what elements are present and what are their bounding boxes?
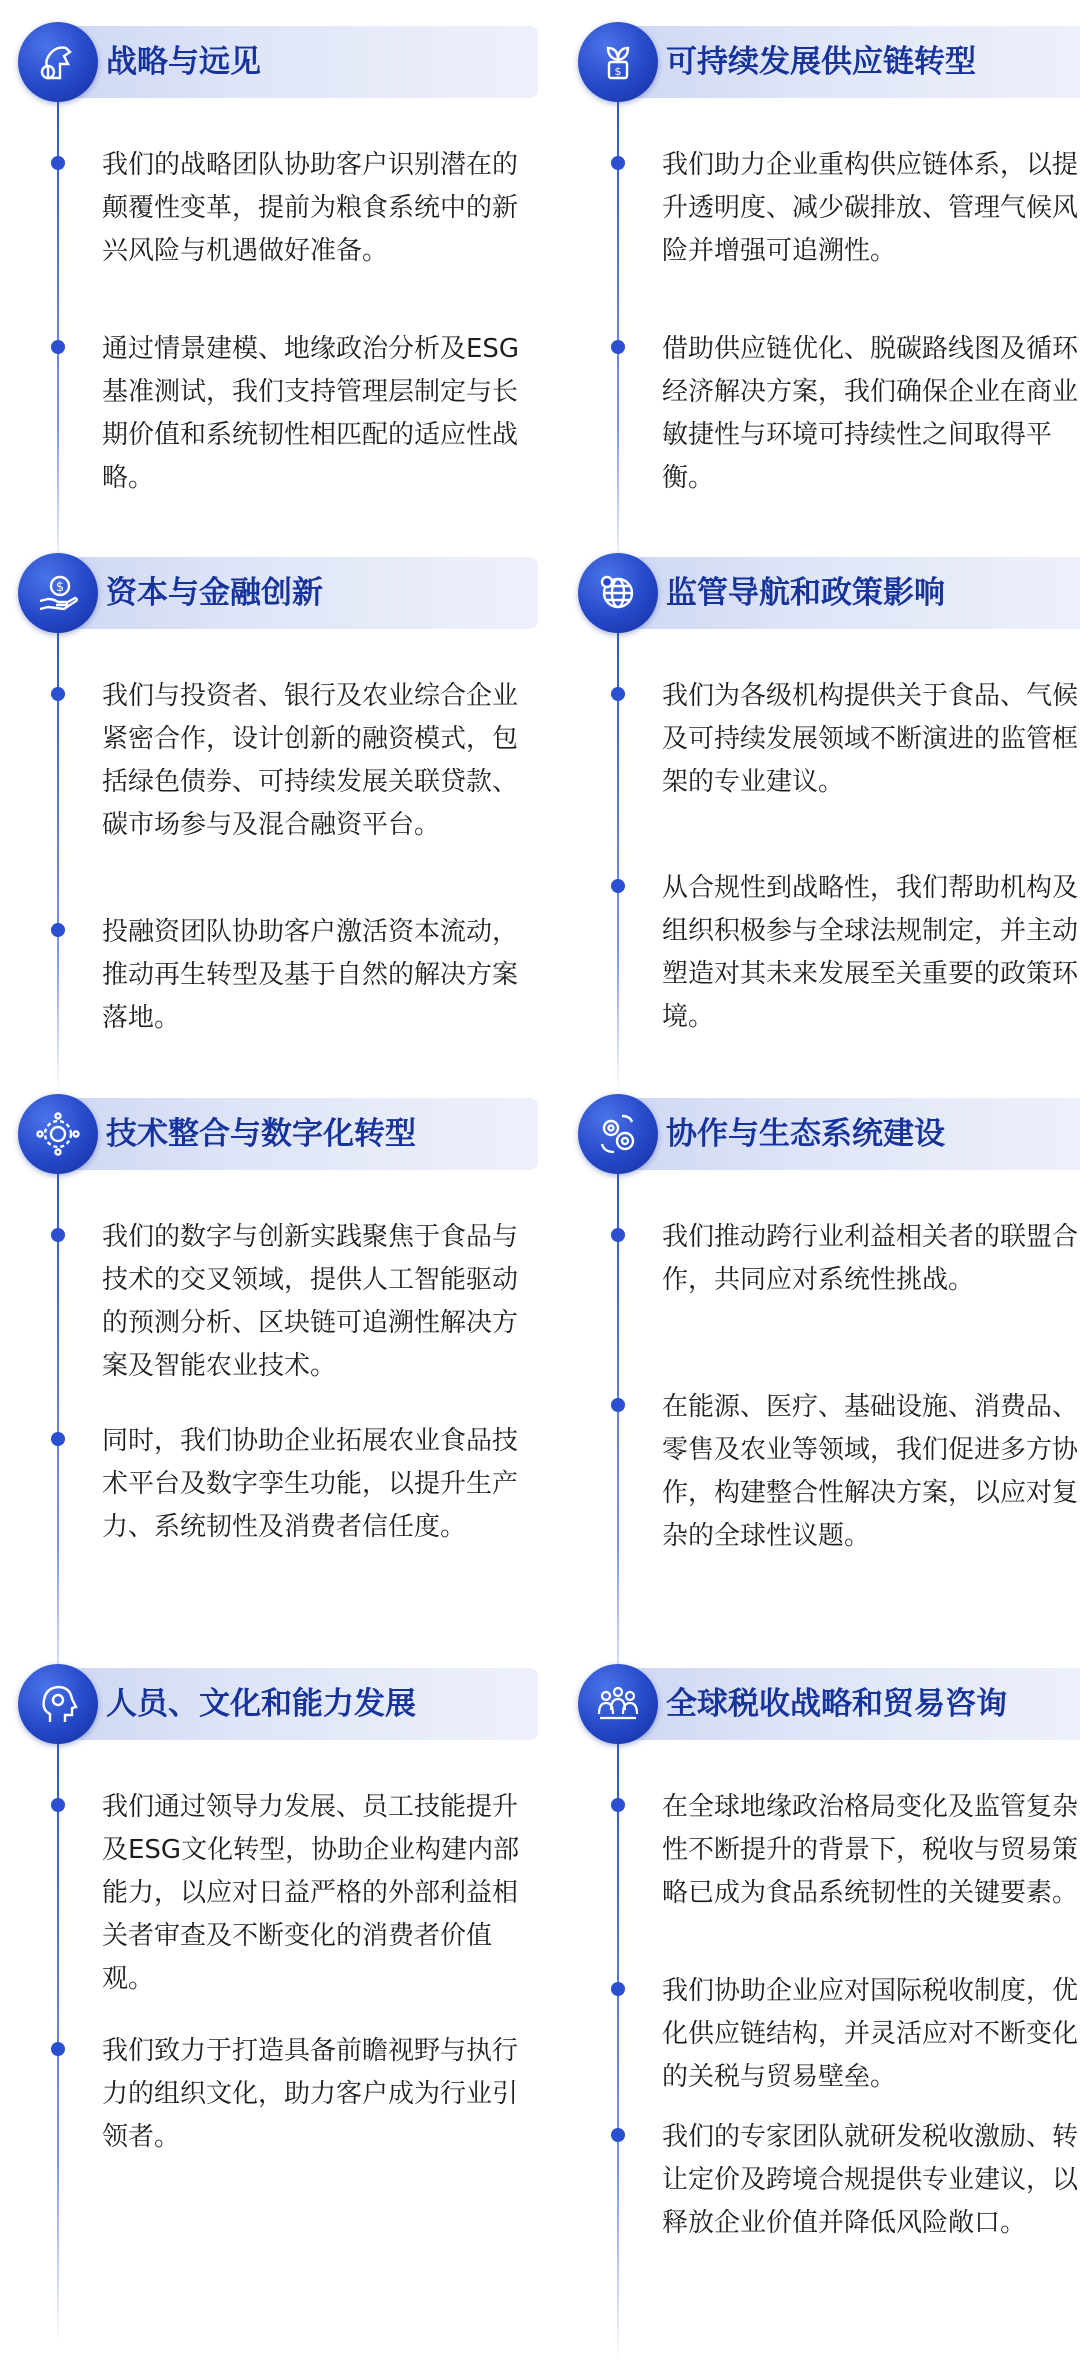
section-title: 战略与远见 (106, 44, 261, 80)
section-title: 人员、文化和能力发展 (106, 1686, 416, 1722)
item-text: 借助供应链优化、脱碳路线图及循环经济解决方案，我们确保企业在商业敏捷性与环境可持续性之间取得平衡。 (662, 334, 1079, 493)
bullet-dot (51, 923, 65, 937)
globe-gear-icon (578, 553, 658, 633)
bullet-dot (611, 340, 625, 354)
item-text: 通过情景建模、地缘政治分析及ESG基准测试，我们支持管理层制定与长期价值和系统韧性相匹配的适应性战略。 (102, 334, 520, 493)
tech-gear-network-icon (18, 1094, 98, 1174)
svg-text:$: $ (55, 580, 65, 595)
people-group-icon (578, 1664, 658, 1744)
section-header (578, 22, 1080, 102)
section-finance (18, 553, 538, 1033)
bullet-dot (51, 1228, 65, 1242)
bullet-dot (51, 340, 65, 354)
section-regulatory (578, 553, 1080, 1032)
timeline-line (617, 102, 619, 572)
item-text: 在全球地缘政治格局变化及监管复杂性不断提升的背景下，税收与贸易策略已成为食品系统韧性的关键要素。 (662, 1792, 1079, 1908)
bullet-dot (611, 156, 625, 170)
section-collaboration (578, 1094, 1080, 1551)
timeline-line (57, 633, 59, 1093)
bullet-dot (611, 687, 625, 701)
section-title: 技术整合与数字化转型 (106, 1116, 416, 1152)
bullet-dot (611, 2128, 625, 2142)
item-text: 我们为各级机构提供关于食品、气候及可持续发展领域不断演进的监管框架的专业建议。 (662, 681, 1079, 797)
head-gear-icon (18, 1664, 98, 1744)
item-text: 我们致力于打造具备前瞻视野与执行力的组织文化，助力客户成为行业引领者。 (102, 2036, 519, 2152)
item-text: 我们的数字与创新实践聚焦于食品与技术的交叉领域，提供人工智能驱动的预测分析、区块链可追溯性解决方案及智能农业技术。 (102, 1222, 519, 1381)
item-text: 我们推动跨行业利益相关者的联盟合作，共同应对系统性挑战。 (662, 1222, 1079, 1295)
bullet-dot (51, 687, 65, 701)
item-text: 我们助力企业重构供应链体系，以提升透明度、减少碳排放、管理气候风险并增强可追溯性。 (662, 150, 1079, 266)
bullet-dot (611, 1228, 625, 1242)
bullet-dot (51, 2042, 65, 2056)
section-title: 监管导航和政策影响 (666, 575, 945, 611)
item-text: 我们协助企业应对国际税收制度，优化供应链结构，并灵活应对不断变化的关税与贸易壁垒。 (662, 1976, 1079, 2092)
item-text: 我们通过领导力发展、员工技能提升及ESG文化转型，协助企业构建内部能力，以应对日益严格的外部利益相关者审查及不断变化的消费者价值观。 (102, 1792, 520, 1994)
timeline-line (617, 633, 619, 1093)
section-title: 资本与金融创新 (106, 575, 323, 611)
bullet-dot (611, 1398, 625, 1412)
strategy-gear-icon (18, 22, 98, 102)
item-text: 在能源、医疗、基础设施、消费品、零售及农业等领域，我们促进多方协作，构建整合性解决方案，以应对复杂的全球性议题。 (662, 1392, 1079, 1551)
section-strategy (18, 22, 538, 493)
section-tax-trade (578, 1664, 1080, 2238)
bullet-dot (611, 1798, 625, 1812)
section-technology (18, 1094, 538, 1542)
bullet-dot (611, 1982, 625, 1996)
section-header (18, 22, 538, 102)
bullet-dot (51, 156, 65, 170)
section-people-culture (18, 1664, 538, 2152)
item-text: 我们的战略团队协助客户识别潜在的颠覆性变革，提前为粮食系统中的新兴风险与机遇做好准备。 (102, 150, 519, 266)
svg-text:$: $ (614, 65, 622, 78)
collaboration-gears-icon (578, 1094, 658, 1174)
section-title: 协作与生态系统建设 (666, 1116, 945, 1152)
section-title: 可持续发展供应链转型 (666, 44, 976, 80)
timeline-line (617, 1744, 619, 2364)
section-header (18, 553, 538, 633)
bullet-dot (51, 1798, 65, 1812)
item-text: 我们与投资者、银行及农业综合企业紧密合作，设计创新的融资模式，包括绿色债券、可持续发展关联贷款、碳市场参与及混合融资平台。 (102, 681, 519, 840)
section-header (578, 553, 1080, 633)
timeline-line (617, 1174, 619, 1714)
section-header (18, 1094, 538, 1174)
section-header (578, 1664, 1080, 1744)
section-header (18, 1664, 538, 1744)
item-text: 同时，我们协助企业拓展农业食品技术平台及数字孪生功能，以提升生产力、系统韧性及消费者信任度。 (102, 1426, 519, 1542)
section-title: 全球税收战略和贸易咨询 (666, 1686, 1007, 1722)
section-header (578, 1094, 1080, 1174)
item-text: 我们的专家团队就研发税收激励、转让定价及跨境合规提供专业建议，以释放企业价值并降低风险敞口。 (662, 2122, 1079, 2238)
item-text: 从合规性到战略性，我们帮助机构及组织积极参与全球法规制定，并主动塑造对其未来发展至关重要的政策环境。 (662, 873, 1079, 1032)
bullet-dot (51, 1432, 65, 1446)
sustainable-plant-icon (578, 22, 658, 102)
section-supply-chain (578, 22, 1080, 493)
item-text: 投融资团队协助客户激活资本流动，推动再生转型及基于自然的解决方案落地。 (102, 917, 519, 1033)
bullet-dot (611, 879, 625, 893)
finance-hand-dollar-icon (18, 553, 98, 633)
timeline-line (57, 102, 59, 572)
